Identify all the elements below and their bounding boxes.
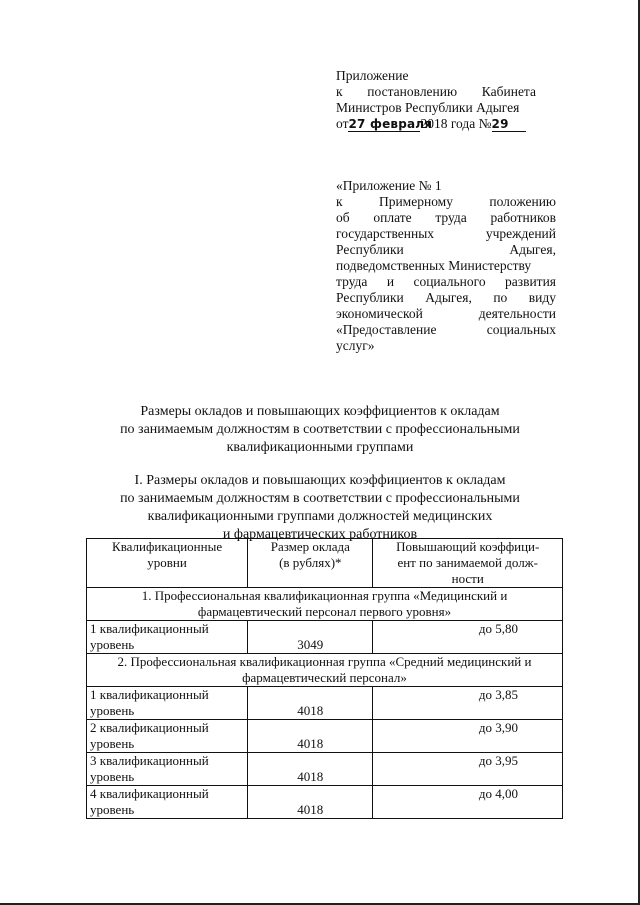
section-title-line: квалификационными группами должностей медицинских	[147, 509, 493, 524]
group-title	[87, 654, 563, 687]
header-line-2: к постановлению Кабинета	[336, 84, 536, 99]
main-title-line: по занимаемым должностям в соответствии с профессиональными	[120, 422, 520, 437]
appendix-1-line: услуг»	[336, 338, 375, 353]
qualification-level	[87, 720, 248, 753]
group-title	[87, 588, 563, 621]
appendix-1-block	[336, 178, 556, 354]
main-title	[60, 403, 580, 457]
date-suffix: 2018 года №	[420, 116, 492, 131]
header-text-line: ент по занимаемой долж-	[397, 555, 538, 570]
header-text-line: уровни	[147, 555, 187, 570]
appendix-1-line: экономической деятельности	[336, 306, 556, 321]
salary-amount: 4018	[248, 786, 373, 819]
coefficient-value: до 5,80	[373, 621, 563, 654]
table-row	[87, 621, 563, 654]
salary-amount: 4018	[248, 753, 373, 786]
appendix-1-line: к Примерному положению	[336, 194, 556, 209]
handwritten-date: 27 февраля	[348, 117, 433, 131]
group-title-line: 1. Профессиональная квалификационная группа «Медицинский и	[141, 588, 508, 603]
header-line-1: Приложение	[336, 68, 409, 83]
appendix-1-line: «Приложение № 1	[336, 178, 442, 193]
coefficient-value: до 3,90	[373, 720, 563, 753]
level-text-line: уровень	[90, 637, 135, 652]
appendix-1-line: государственных учреждений	[336, 226, 556, 241]
coefficient-value: до 3,95	[373, 753, 563, 786]
appendix-1-line: Республики Адыгея,	[336, 242, 556, 257]
table-row	[87, 786, 563, 819]
coefficient-value: до 4,00	[373, 786, 563, 819]
appendix-1-line: труда и социального развития	[336, 274, 556, 289]
group-title-line: фармацевтический персонал»	[242, 670, 407, 685]
level-text-line: 2 квалификационный	[90, 720, 209, 735]
table-header-row	[87, 539, 563, 588]
level-text-line: 4 квалификационный	[90, 786, 209, 801]
handwritten-number: 29	[491, 117, 509, 131]
level-text-line: уровень	[90, 769, 135, 784]
header-text-line: Повышающий коэффици-	[396, 539, 540, 554]
header-coefficient	[373, 539, 563, 588]
salary-amount: 4018	[248, 720, 373, 753]
header-text-line: Размер оклада	[270, 539, 350, 554]
group-title-line: 2. Профессиональная квалификационная группа «Средний медицинский и	[117, 654, 532, 669]
header-text-line: Квалификационные	[112, 539, 223, 554]
appendix-1-line: об оплате труда работников	[336, 210, 556, 225]
level-text-line: 1 квалификационный	[90, 687, 209, 702]
section-title-line: I. Размеры окладов и повышающих коэффициентов к окладам	[134, 473, 506, 488]
section-title-line: и фармацевтических работников	[222, 527, 418, 542]
group-title-line: фармацевтический персонал первого уровня»	[197, 604, 452, 619]
qualification-level	[87, 687, 248, 720]
salary-table	[86, 538, 563, 819]
date-prefix: от	[336, 116, 349, 131]
appendix-1-line: Республики Адыгея, по виду	[336, 290, 556, 305]
level-text-line: уровень	[90, 703, 135, 718]
group-row	[87, 654, 563, 687]
group-row	[87, 588, 563, 621]
main-title-line: Размеры окладов и повышающих коэффициентов к окладам	[140, 404, 500, 419]
table-row	[87, 687, 563, 720]
decree-appendix-header	[336, 68, 536, 132]
table-row	[87, 720, 563, 753]
header-line-3: Министров Республики Адыгея	[336, 100, 520, 115]
level-text-line: 1 квалификационный	[90, 621, 209, 636]
header-line-4	[336, 116, 536, 132]
level-text-line: 3 квалификационный	[90, 753, 209, 768]
level-text-line: уровень	[90, 736, 135, 751]
appendix-1-line: подведомственных Министерству	[336, 258, 532, 273]
salary-amount: 3049	[248, 621, 373, 654]
appendix-1-line: «Предоставление социальных	[336, 322, 556, 337]
coefficient-value: до 3,85	[373, 687, 563, 720]
qualification-level	[87, 621, 248, 654]
header-text-line: ности	[451, 571, 484, 586]
section-title-line: по занимаемым должностям в соответствии с профессиональными	[120, 491, 520, 506]
level-text-line: уровень	[90, 802, 135, 817]
header-salary	[248, 539, 373, 588]
header-text-line: (в рублях)*	[279, 555, 342, 570]
date-field	[348, 117, 433, 132]
table-row	[87, 753, 563, 786]
header-qualification-levels	[87, 539, 248, 588]
qualification-level	[87, 753, 248, 786]
section-title	[60, 472, 580, 544]
number-field	[492, 117, 526, 132]
main-title-line: квалификационными группами	[226, 440, 414, 455]
salary-amount: 4018	[248, 687, 373, 720]
qualification-level	[87, 786, 248, 819]
